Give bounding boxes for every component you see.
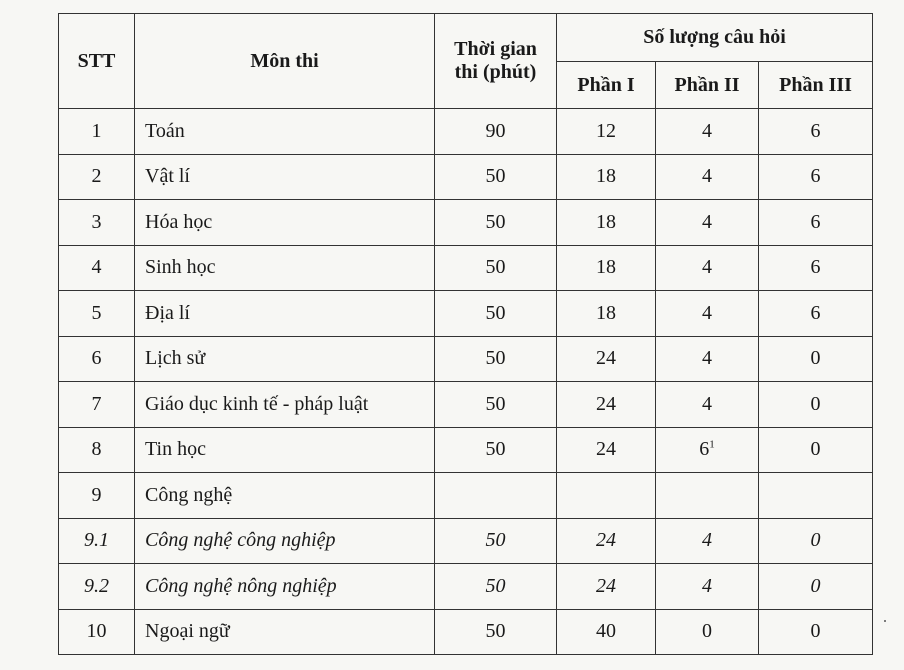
cell-stt: 9.2 — [59, 564, 135, 610]
cell-part-2: 4 — [656, 109, 759, 155]
header-subject: Môn thi — [135, 14, 435, 109]
cell-time: 50 — [435, 154, 557, 200]
cell-part-3: 6 — [759, 154, 873, 200]
cell-subject: Ngoại ngữ — [135, 609, 435, 655]
cell-stt: 10 — [59, 609, 135, 655]
cell-subject: Hóa học — [135, 200, 435, 246]
cell-part-2: 4 — [656, 518, 759, 564]
table-row — [59, 609, 873, 655]
cell-part-3: 0 — [759, 518, 873, 564]
cell-subject: Lịch sử — [135, 336, 435, 382]
cell-time: 50 — [435, 564, 557, 610]
cell-subject: Công nghệ nông nghiệp — [135, 564, 435, 610]
cell-part-1: 24 — [557, 336, 656, 382]
cell-time: 50 — [435, 245, 557, 291]
cell-time: 50 — [435, 518, 557, 564]
cell-time: 50 — [435, 609, 557, 655]
cell-stt: 5 — [59, 291, 135, 337]
table-row — [59, 245, 873, 291]
cell-part-1: 24 — [557, 382, 656, 428]
cell-subject: Sinh học — [135, 245, 435, 291]
cell-part-1: 18 — [557, 200, 656, 246]
scan-speck — [884, 620, 886, 622]
table-row — [59, 291, 873, 337]
exam-table-container — [58, 13, 872, 655]
table-row — [59, 427, 873, 473]
cell-part-3 — [759, 473, 873, 519]
header-part-1: Phần I — [557, 62, 656, 109]
cell-part-3: 0 — [759, 564, 873, 610]
header-time-line2: thi (phút) — [454, 61, 537, 83]
cell-stt: 4 — [59, 245, 135, 291]
cell-part-3: 6 — [759, 109, 873, 155]
cell-part-1: 24 — [557, 427, 656, 473]
cell-subject: Tin học — [135, 427, 435, 473]
header-part-3: Phần III — [759, 62, 873, 109]
cell-subject: Toán — [135, 109, 435, 155]
cell-part-3: 6 — [759, 291, 873, 337]
cell-subject: Vật lí — [135, 154, 435, 200]
cell-part-2: 4 — [656, 245, 759, 291]
cell-part-1: 40 — [557, 609, 656, 655]
table-row — [59, 109, 873, 155]
cell-part-3: 0 — [759, 382, 873, 428]
cell-subject: Công nghệ — [135, 473, 435, 519]
cell-stt: 2 — [59, 154, 135, 200]
cell-part-1: 18 — [557, 245, 656, 291]
cell-part-2: 4 — [656, 200, 759, 246]
cell-subject: Địa lí — [135, 291, 435, 337]
cell-time: 50 — [435, 427, 557, 473]
table-row — [59, 382, 873, 428]
cell-time: 50 — [435, 382, 557, 428]
cell-time: 50 — [435, 291, 557, 337]
header-part-2: Phần II — [656, 62, 759, 109]
cell-part-2-value: 6 — [699, 438, 710, 461]
table-row — [59, 154, 873, 200]
cell-part-2 — [656, 427, 759, 473]
cell-subject: Giáo dục kinh tế - pháp luật — [135, 382, 435, 428]
cell-part-2: 4 — [656, 336, 759, 382]
cell-part-3: 0 — [759, 336, 873, 382]
cell-part-3: 0 — [759, 427, 873, 473]
cell-time: 50 — [435, 336, 557, 382]
cell-part-1: 12 — [557, 109, 656, 155]
table-row — [59, 200, 873, 246]
header-time — [435, 14, 557, 109]
cell-part-3: 0 — [759, 609, 873, 655]
cell-stt: 7 — [59, 382, 135, 428]
cell-part-1: 24 — [557, 564, 656, 610]
cell-part-2: 4 — [656, 154, 759, 200]
cell-part-1: 24 — [557, 518, 656, 564]
table-row — [59, 473, 873, 519]
cell-part-2: 0 — [656, 609, 759, 655]
footnote-marker: 1 — [709, 438, 715, 451]
header-time-line1: Thời gian — [454, 38, 537, 60]
cell-part-2 — [656, 473, 759, 519]
cell-stt: 3 — [59, 200, 135, 246]
cell-part-2: 4 — [656, 291, 759, 337]
cell-stt: 8 — [59, 427, 135, 473]
cell-part-1: 18 — [557, 291, 656, 337]
header-stt: STT — [59, 14, 135, 109]
cell-part-3: 6 — [759, 245, 873, 291]
cell-part-1: 18 — [557, 154, 656, 200]
table-row — [59, 518, 873, 564]
cell-stt: 9 — [59, 473, 135, 519]
cell-time — [435, 473, 557, 519]
header-question-count: Số lượng câu hỏi — [557, 14, 873, 62]
cell-time: 90 — [435, 109, 557, 155]
cell-part-2: 4 — [656, 382, 759, 428]
cell-subject: Công nghệ công nghiệp — [135, 518, 435, 564]
cell-time: 50 — [435, 200, 557, 246]
table-row — [59, 564, 873, 610]
cell-stt: 1 — [59, 109, 135, 155]
cell-part-2: 4 — [656, 564, 759, 610]
cell-stt: 9.1 — [59, 518, 135, 564]
table-row — [59, 336, 873, 382]
cell-stt: 6 — [59, 336, 135, 382]
exam-structure-table — [58, 13, 873, 655]
cell-part-3: 6 — [759, 200, 873, 246]
cell-part-1 — [557, 473, 656, 519]
